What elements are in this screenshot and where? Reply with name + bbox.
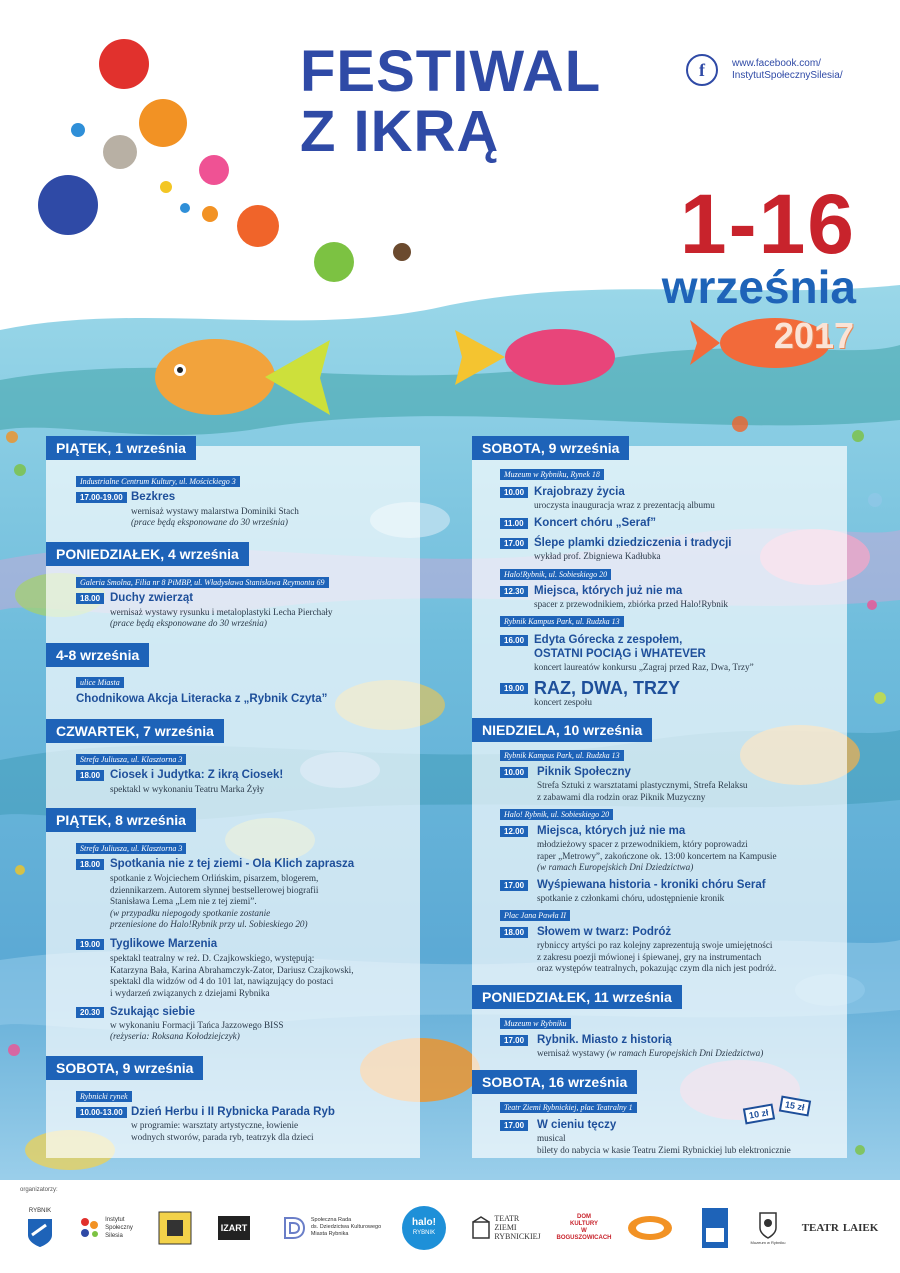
event-title: Ślepe plamki dziedziczenia i tradycji [534, 537, 732, 549]
event-time: 11.00 [500, 518, 528, 529]
festival-title [300, 39, 602, 164]
event-title: Szukając siebie [110, 1006, 196, 1018]
title-line-1: FESTIWAL [300, 39, 602, 104]
event-description: Strefa Sztuki z warsztatami plastycznymi, Strefa Relaksu z zabawami dla rodzin oraz Piknik Muzyczny [537, 780, 748, 802]
theatre-building-icon [471, 1216, 491, 1240]
event-title: Ciosek i Judytka: Z ikrą Ciosek! [110, 769, 284, 781]
event-title: Miejsca, których już nie ma [537, 825, 686, 837]
venue-label: Plac Jana Pawła II [500, 910, 570, 921]
event-description: wykład prof. Zbigniewa Kadłubka [534, 551, 661, 561]
facebook-icon: f [686, 54, 718, 86]
title-line-2: Z IKRĄ [300, 99, 500, 164]
ticket-price-badge: 15 zł [779, 1096, 811, 1117]
event-time: 18.00 [500, 927, 528, 938]
library-emblem-icon [700, 1206, 730, 1250]
d-mark-icon [281, 1215, 307, 1241]
venue-label: Galeria Smolna, Filia nr 8 PiMBP, ul. Władysława Stanisława Reymonta 69 [76, 577, 329, 588]
event-title: Krajobrazy życia [534, 486, 625, 498]
event-time: 18.00 [76, 593, 104, 604]
day-header: PIĄTEK, 1 września [46, 436, 196, 460]
venue-label: Rybnicki rynek [76, 1091, 132, 1102]
event-description: rybniccy artyści po raz kolejny zaprezentują swoje umiejętności z zakresu poezji mówionej i śpiewanej, gry na instrumentach oraz występów teatralnych, pokazując czym dla nich jest podróż. [537, 940, 777, 973]
event-title: Chodnikowa Akcja Literacka z „Rybnik Czyta” [76, 693, 328, 705]
day-header: PIĄTEK, 8 września [46, 808, 196, 832]
event-title: Duchy zwierząt [110, 592, 194, 604]
event-description: koncert zespołu [534, 697, 592, 707]
venue-label: Teatr Ziemi Rybnickiej, plac Teatralny 1 [500, 1102, 637, 1113]
event-title: W cieniu tęczy [537, 1119, 617, 1131]
event-description: uroczysta inauguracja wraz z prezentacją albumu [534, 500, 715, 510]
venue-label: Halo! Rybnik, ul. Sobieskiego 20 [500, 809, 613, 820]
library-logo [694, 1205, 736, 1250]
dom-kultury-boguszowice-logo: DOM KULTURY W BOGUSZOWICACH [556, 1213, 612, 1241]
event-description: młodzieżowy spacer z przewodnikiem, który poprowadzi raper „Metrowy”, zakończone ok. 13:00 koncertem na Kampusie (w ramach Europejskich Dni Dziedzictwa) [537, 839, 777, 872]
venue-label: Muzeum w Rybniku [500, 1018, 571, 1029]
event-description: spotkanie z członkami chóru, udostępnienie kronik [537, 893, 725, 903]
event-title: Bezkres [131, 491, 176, 503]
day-header: PONIEDZIAŁEK, 11 września [472, 985, 682, 1009]
festival-dates: 1-16 [679, 177, 856, 271]
event-description: spektakl teatralny w reż. D. Czajkowskiego, występują: Katarzyna Bała, Karina Abrahamczyk-Zator, Dariusz Czajkowski, spektakl dla widzów od 4 do 101 lat, nawiązujący do postaci i wydarzeń związanych z dziejami Rybnika [110, 953, 354, 998]
day-header: PONIEDZIAŁEK, 4 września [46, 542, 249, 566]
rada-dziedzictwa-logo: Społeczna Rada ds. Dziedzictwa Kulturowego Miasta Rybnika [276, 1205, 386, 1250]
event-time: 17.00 [500, 880, 528, 891]
halo-rybnik-logo: halo! RYBNIK [400, 1205, 448, 1250]
teatr-ziemi-rybnickiej-logo: TEATR ZIEMI RYBNICKIEJ [468, 1205, 544, 1250]
association-logo [156, 1205, 194, 1250]
event-description: spektakl w wykonaniu Teatru Marka Żyły [110, 784, 265, 794]
day-header: CZWARTEK, 7 września [46, 719, 224, 743]
venue-label: Rybnik Kampus Park, ul. Rudzka 13 [500, 750, 624, 761]
event-time: 20.30 [76, 1007, 104, 1018]
event-title: Edyta Górecka z zespołem, OSTATNI POCIĄG i WHATEVER [534, 634, 706, 660]
event-time: 17.00 [500, 1035, 528, 1046]
venue-label: Muzeum w Rybniku, Rynek 18 [500, 469, 604, 480]
event-description: w programie: warsztaty artystyczne, łowienie wodnych stworów, parada ryb, teatrzyk dla dzieci [131, 1120, 314, 1142]
festival-month: września [661, 261, 856, 313]
event-title: Tyglikowe Marzenia [110, 938, 218, 950]
event-time: 10.00 [500, 767, 528, 778]
event-time: 18.00 [76, 770, 104, 781]
event-description: wernisaż wystawy (w ramach Europejskich Dni Dziedzictwa) [537, 1048, 764, 1058]
event-time: 16.00 [500, 635, 528, 646]
museum-crest-icon [757, 1210, 779, 1240]
event-description: musical bilety do nabycia w kasie Teatru Ziemi Rybnickiej lub elektronicznie [537, 1133, 791, 1155]
ticket-price-badge: 10 zł [743, 1104, 775, 1125]
rybnik-coat-of-arms-icon [26, 1217, 54, 1249]
event-title: RAZ, DWA, TRZY [534, 678, 680, 698]
event-title: Słowem w twarz: Podróż [537, 926, 672, 938]
day-header: 4-8 września [46, 643, 149, 667]
event-time: 17.00 [500, 538, 528, 549]
venue-label: ulice Miasta [76, 677, 124, 688]
event-description: wernisaż wystawy malarstwa Dominiki Stach [131, 506, 299, 516]
event-title: Piknik Społeczny [537, 766, 631, 778]
yellow-emblem-icon [158, 1211, 192, 1245]
facebook-url[interactable]: www.facebook.com/ InstytutSpołecznySilesia/ [732, 58, 843, 81]
event-time: 12.30 [500, 586, 528, 597]
event-note: (prace będą eksponowane do 30 września) [131, 517, 288, 527]
event-title: Miejsca, których już nie ma [534, 585, 683, 597]
event-note: (reżyseria: Roksana Kołodziejczyk) [110, 1031, 240, 1041]
festival-year: 2017 [773, 315, 854, 356]
event-description: spotkanie z Wojciechem Orlińskim, pisarzem, blogerem, dziennikarzem. Autorem słynnej bestsellerowej biografii Stanisława Lema „Lem nie z tej ziemi”. (w przypadku niepogody spotkanie zostanie przeniesione do Halo!Rybnik przy ul. Sobieskiego 20) [110, 873, 319, 929]
venue-label: Halo!Rybnik, ul. Sobieskiego 20 [500, 569, 611, 580]
event-title: Wyśpiewana historia - kroniki chóru Seraf [537, 879, 766, 891]
event-title: Spotkania nie z tej ziemi - Ola Klich zaprasza [110, 858, 355, 870]
event-title: Koncert chóru „Seraf” [534, 517, 657, 529]
event-note: (prace będą eksponowane do 30 września) [110, 618, 267, 628]
day-header: SOBOTA, 16 września [472, 1070, 637, 1094]
orange-badge-icon [626, 1213, 674, 1243]
event-description: wernisaż wystawy rysunku i metaloplastyki Lecha Pierchały [110, 607, 333, 617]
event-title: Rybnik. Miasto z historią [537, 1034, 672, 1046]
event-time: 19.00 [76, 939, 104, 950]
event-time: 10.00 [500, 487, 528, 498]
event-description: w wykonaniu Formacji Tańca Jazzowego BISS [110, 1020, 284, 1030]
day-header: SOBOTA, 9 września [46, 1056, 203, 1080]
day-header: NIEDZIELA, 10 września [472, 718, 652, 742]
event-time: 17.00-19.00 [76, 492, 127, 503]
instytut-spoleczny-logo: Instytut Społeczny Silesia [72, 1205, 138, 1250]
rybnik-logo: RYBNIK [20, 1205, 60, 1250]
event-title: Dzień Herbu i II Rybnicka Parada Ryb [131, 1106, 335, 1118]
facebook-link[interactable] [686, 54, 843, 86]
venue-label: Strefa Juliusza, ul. Klasztorna 3 [76, 843, 186, 854]
organizers-label: organizatorzy: [20, 1187, 58, 1193]
dom-kultury-logo [624, 1205, 676, 1250]
teatr-laiek-logo: TEATR LAIEK [801, 1221, 879, 1234]
venue-label: Strefa Juliusza, ul. Klasztorna 3 [76, 754, 186, 765]
colored-dots-icon [77, 1216, 101, 1240]
day-header: SOBOTA, 9 września [472, 436, 629, 460]
venue-label: Industrialne Centrum Kultury, ul. Mościckiego 3 [76, 476, 240, 487]
event-time: 17.00 [500, 1120, 528, 1131]
event-time: 18.00 [76, 859, 104, 870]
event-description: spacer z przewodnikiem, zbiórka przed Halo!Rybnik [534, 599, 729, 609]
venue-label: Rybnik Kampus Park, ul. Rudzka 13 [500, 616, 624, 627]
izart-logo: IZART [216, 1205, 252, 1250]
event-description: koncert laureatów konkursu „Zagraj przed Raz, Dwa, Trzy” [534, 662, 754, 672]
event-time: 19.00 [500, 683, 528, 694]
event-time: 10.00-13.00 [76, 1107, 127, 1118]
event-time: 12.00 [500, 826, 528, 837]
muzeum-logo: Muzeum w Rybniku [748, 1205, 788, 1250]
